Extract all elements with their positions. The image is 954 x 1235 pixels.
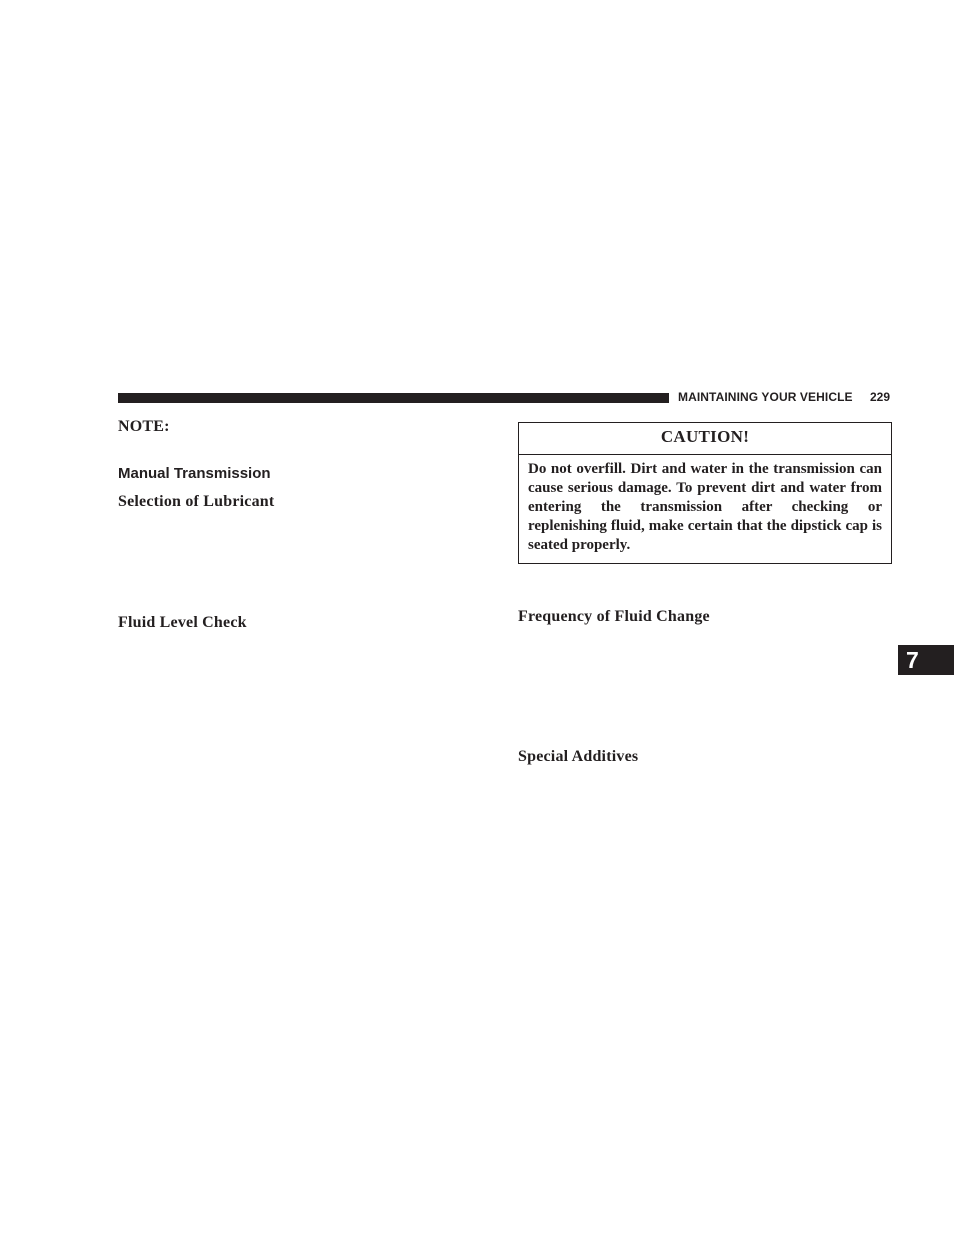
header-rule [118, 393, 669, 403]
chapter-tab [898, 645, 954, 675]
subheading-special-additives: Special Additives [518, 748, 639, 765]
subheading-selection-of-lubricant: Selection of Lubricant [118, 493, 275, 510]
running-header-title: MAINTAINING YOUR VEHICLE [678, 390, 853, 404]
page-number: 229 [870, 390, 891, 404]
caution-text: Do not overfill. Dirt and water in the transmission can cause serious damage. To prevent dirt and water from entering the transmission after checking or replenishing fluid, make certain that the dipstick cap is seated properly. [528, 461, 882, 553]
caution-box [518, 422, 892, 564]
section-heading-manual-transmission: Manual Transmission [118, 465, 271, 482]
subheading-fluid-level-check: Fluid Level Check [118, 614, 247, 631]
caution-title: CAUTION! [519, 423, 891, 455]
subheading-frequency-of-fluid-change: Frequency of Fluid Change [518, 608, 710, 625]
note-label: NOTE: [118, 418, 170, 435]
chapter-number: 7 [906, 647, 919, 673]
